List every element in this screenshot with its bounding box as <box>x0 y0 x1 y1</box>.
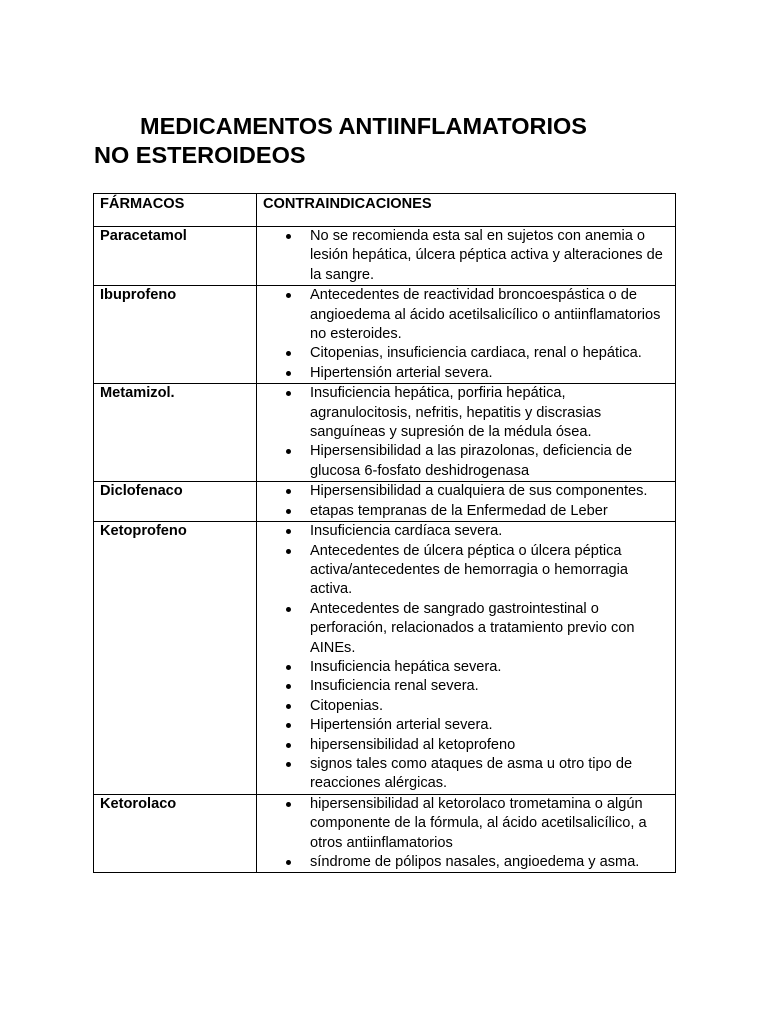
list-item <box>257 286 667 344</box>
title-line-2: NO ESTEROIDEOS <box>94 142 306 168</box>
list-item <box>257 542 667 600</box>
list-item-text: Hipertensión arterial severa. <box>310 364 493 381</box>
bullet-icon <box>286 549 291 554</box>
list-item <box>257 600 667 658</box>
contraindications-list <box>257 384 675 481</box>
list-item <box>257 227 667 285</box>
list-item-text: Hipersensibilidad a cualquiera de sus componentes. <box>310 483 648 500</box>
list-item <box>257 736 667 755</box>
bullet-icon <box>286 371 291 376</box>
contraindications-cell <box>257 522 676 795</box>
table-row <box>94 384 676 482</box>
list-item <box>257 522 667 541</box>
table-row <box>94 227 676 286</box>
drug-name: Ibuprofeno <box>94 286 257 384</box>
table-row <box>94 794 676 873</box>
bullet-icon <box>286 743 291 748</box>
header-farmacos: FÁRMACOS <box>94 194 257 227</box>
contraindications-list <box>257 227 675 285</box>
title-line-1: MEDICAMENTOS ANTIINFLAMATORIOS <box>140 113 587 139</box>
list-item-text: signos tales como ataques de asma u otro tipo de reacciones alérgicas. <box>310 755 633 792</box>
list-item-text: Insuficiencia cardíaca severa. <box>310 523 503 540</box>
list-item <box>257 677 667 696</box>
table-row <box>94 482 676 522</box>
list-item-text: No se recomienda esta sal en sujetos con anemia o lesión hepática, úlcera péptica activa y alteraciones de la sangre. <box>310 228 663 283</box>
list-item-text: hipersensibilidad al ketoprofeno <box>310 736 516 753</box>
list-item <box>257 442 667 481</box>
bullet-icon <box>286 449 291 454</box>
list-item-text: Antecedentes de sangrado gastrointestinal o perforación, relacionados a tratamiento previo con AINEs. <box>310 600 635 656</box>
bullet-icon <box>286 607 291 612</box>
list-item <box>257 716 667 735</box>
list-item <box>257 755 667 794</box>
bullet-icon <box>286 723 291 728</box>
drug-name: Metamizol. <box>94 384 257 482</box>
list-item-text: Antecedentes de úlcera péptica o úlcera péptica activa/antecedentes de hemorragia o hemorragia activa. <box>310 542 629 598</box>
contraindications-cell <box>257 286 676 384</box>
drug-name: Ketoprofeno <box>94 522 257 795</box>
bullet-icon <box>286 684 291 689</box>
bullet-icon <box>286 351 291 356</box>
bullet-icon <box>286 489 291 494</box>
contraindications-cell <box>257 384 676 482</box>
list-item-text: Insuficiencia hepática, porfiria hepática, agranulocitosis, nefritis, hepatitis y discrasias sanguíneas y supresión de la médula ósea. <box>310 385 602 441</box>
bullet-icon <box>286 529 291 534</box>
list-item <box>257 344 667 363</box>
bullet-icon <box>286 762 291 767</box>
list-item <box>257 482 667 501</box>
list-item-text: Insuficiencia hepática severa. <box>310 658 502 675</box>
contraindications-cell <box>257 794 676 873</box>
document-title <box>94 112 694 170</box>
list-item-text: Citopenias. <box>310 697 384 714</box>
list-item <box>257 658 667 677</box>
bullet-icon <box>286 391 291 396</box>
contraindications-cell <box>257 482 676 522</box>
header-contraindicaciones: CONTRAINDICACIONES <box>257 194 676 227</box>
contraindications-list <box>257 522 675 794</box>
list-item-text: Hipertensión arterial severa. <box>310 717 493 734</box>
table-body <box>94 227 676 873</box>
contraindications-table <box>93 193 676 873</box>
list-item <box>257 697 667 716</box>
bullet-icon <box>286 860 291 865</box>
table-row <box>94 522 676 795</box>
drug-name: Diclofenaco <box>94 482 257 522</box>
bullet-icon <box>286 802 291 807</box>
table-row <box>94 286 676 384</box>
list-item <box>257 364 667 383</box>
contraindications-list <box>257 482 675 521</box>
list-item <box>257 853 667 872</box>
contraindications-cell <box>257 227 676 286</box>
bullet-icon <box>286 509 291 514</box>
list-item-text: Antecedentes de reactividad broncoespástica o de angioedema al ácido acetilsalicílico o antiinflamatorios no esteroides. <box>310 287 661 343</box>
list-item <box>257 502 667 521</box>
list-item-text: Citopenias, insuficiencia cardiaca, renal o hepática. <box>310 345 642 362</box>
list-item <box>257 795 667 853</box>
list-item-text: síndrome de pólipos nasales, angioedema y asma. <box>310 854 640 870</box>
bullet-icon <box>286 293 291 298</box>
contraindications-list <box>257 795 675 873</box>
bullet-icon <box>286 704 291 709</box>
drug-name: Ketorolaco <box>94 794 257 873</box>
list-item-text: Insuficiencia renal severa. <box>310 678 479 695</box>
bullet-icon <box>286 234 291 239</box>
table-header-row <box>94 194 676 227</box>
bullet-icon <box>286 665 291 670</box>
list-item-text: hipersensibilidad al ketorolaco trometamina o algún componente de la fórmula, al ácido acetilsalicílico, a otros antiinflamatorios <box>310 795 647 851</box>
contraindications-list <box>257 286 675 383</box>
list-item <box>257 384 667 442</box>
list-item-text: Hipersensibilidad a las pirazolonas, deficiencia de glucosa 6-fosfato deshidrogenasa <box>310 443 633 479</box>
drug-name: Paracetamol <box>94 227 257 286</box>
list-item-text: etapas tempranas de la Enfermedad de Leber <box>310 502 608 519</box>
